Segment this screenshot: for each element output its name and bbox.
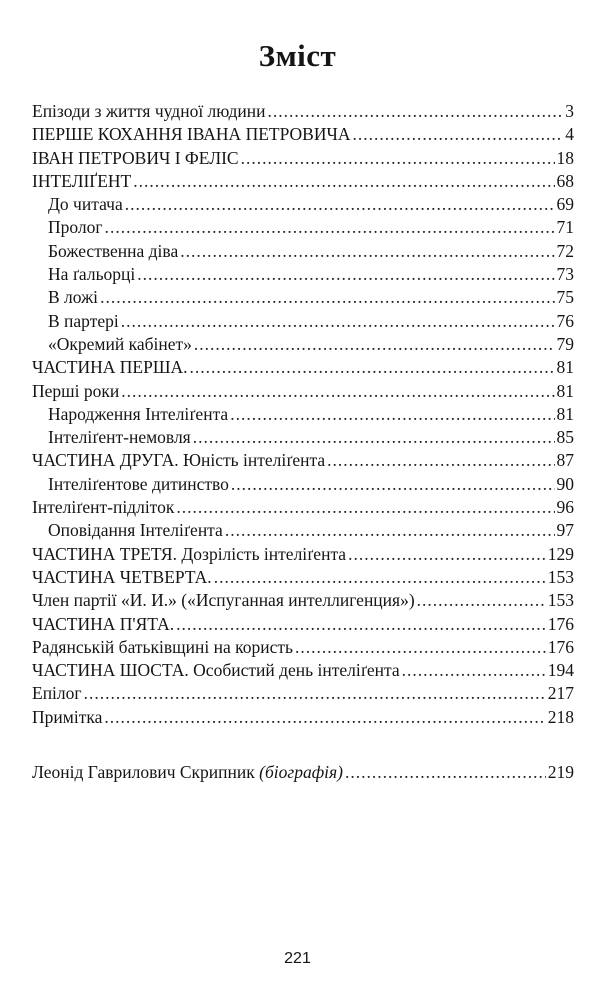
toc-entry[interactable]	[32, 496, 574, 519]
toc-entry-page: 176	[547, 613, 574, 634]
toc-entry[interactable]	[32, 543, 574, 566]
toc-entry-page: 153	[547, 590, 574, 611]
toc-entry-title: Оповідання Інтеліґента	[48, 520, 223, 541]
toc-entry-page: 219	[547, 762, 574, 783]
toc-dot-leader	[214, 566, 546, 589]
toc-entry-title-main: Леонід Гаврилович Скрипник	[32, 762, 260, 783]
toc-dot-leader	[345, 761, 546, 784]
toc-entry-title: ЧАСТИНА ШОСТА. Особистий день інтеліґента	[32, 660, 400, 681]
toc-entry-title: Інтеліґент-немовля	[48, 427, 191, 448]
toc-entry[interactable]	[32, 682, 574, 705]
toc-entry-page: 129	[547, 543, 574, 564]
toc-dot-leader	[194, 333, 555, 356]
toc-dot-leader	[231, 473, 555, 496]
toc-entry-page: 194	[547, 660, 574, 681]
toc-entry-title: Епілог	[32, 683, 82, 704]
toc-dot-leader	[180, 240, 554, 263]
toc-dot-leader	[105, 216, 555, 239]
toc-dot-leader	[193, 426, 555, 449]
toc-entry-title: ЧАСТИНА ДРУГА. Юність інтеліґента	[32, 450, 326, 471]
toc-dot-leader	[137, 263, 554, 286]
toc-entry-page: 97	[556, 520, 574, 541]
toc-dot-leader	[133, 170, 554, 193]
toc-entry-page: 72	[556, 240, 574, 261]
toc-entry-biography[interactable]	[32, 761, 574, 784]
toc-entry-title	[32, 761, 343, 784]
page-title: Зміст	[258, 38, 337, 73]
toc-dot-leader	[176, 613, 546, 636]
toc-entry-title: В ложі	[48, 287, 99, 308]
toc-dot-leader	[353, 123, 564, 146]
toc-entry-title: До читача	[48, 194, 123, 215]
toc-entry[interactable]	[32, 216, 574, 239]
toc-entry-title: Божественна діва	[48, 240, 179, 261]
toc-entry[interactable]	[32, 193, 574, 216]
toc-dot-leader	[104, 706, 545, 729]
toc-entry-page: 18	[556, 147, 574, 168]
toc-entry-page: 4	[565, 124, 574, 145]
toc-entry[interactable]	[32, 589, 574, 612]
toc-entry-title: На ґальорці	[48, 264, 136, 285]
toc-entry[interactable]	[32, 286, 574, 309]
toc-entry[interactable]	[32, 263, 574, 286]
toc-entry-page: 79	[556, 333, 574, 354]
toc-entry-page: 218	[547, 706, 574, 727]
toc-entry-title: ІНТЕЛІҐЕНТ	[32, 170, 132, 191]
toc-entry-title: Пролог	[48, 217, 103, 238]
toc-entry[interactable]	[32, 426, 574, 449]
toc-entry-title: ІВАН ПЕТРОВИЧ І ФЕЛІС	[32, 147, 239, 168]
toc-dot-leader	[121, 380, 554, 403]
toc-entry[interactable]	[32, 659, 574, 682]
toc-entry-page: 90	[556, 473, 574, 494]
toc-entry-page: 71	[556, 217, 574, 238]
toc-entry[interactable]	[32, 613, 574, 636]
toc-entry[interactable]	[32, 333, 574, 356]
toc-dot-leader	[84, 682, 546, 705]
toc-entry[interactable]	[32, 636, 574, 659]
toc-dot-leader	[348, 543, 546, 566]
toc-dot-leader	[121, 310, 555, 333]
toc-entry[interactable]	[32, 123, 574, 146]
toc-entry-page: 81	[556, 380, 574, 401]
toc-entry-page: 153	[547, 566, 574, 587]
toc-entry-page: 69	[556, 194, 574, 215]
toc-entry-page: 87	[556, 450, 574, 471]
toc-entry-title: ЧАСТИНА ЧЕТВЕРТА.	[32, 566, 212, 587]
toc-dot-leader	[100, 286, 554, 309]
toc-entry-page: 217	[547, 683, 574, 704]
toc-entry-page: 75	[556, 287, 574, 308]
toc-entry-page: 3	[565, 101, 574, 121]
toc-entry[interactable]	[32, 147, 574, 170]
toc-list	[32, 100, 574, 729]
toc-entry-page: 85	[556, 427, 574, 448]
toc-entry[interactable]	[32, 449, 574, 472]
toc-entry-title: Епізоди з життя чудної людини	[32, 101, 266, 121]
toc-entry-page: 76	[556, 310, 574, 331]
toc-entry[interactable]	[32, 240, 574, 263]
toc-entry-title: ЧАСТИНА ТРЕТЯ. Дозрілість інтеліґента	[32, 543, 347, 564]
toc-dot-leader	[295, 636, 546, 659]
toc-entry[interactable]	[32, 566, 574, 589]
toc-entry-title: ЧАСТИНА ПЕРША.	[32, 357, 188, 378]
toc-entry-title: В партері	[48, 310, 119, 331]
toc-entry[interactable]	[32, 356, 574, 379]
toc-entry[interactable]	[32, 310, 574, 333]
toc-entry[interactable]	[32, 170, 574, 193]
toc-entry-title: Інтеліґентове дитинство	[48, 473, 229, 494]
toc-entry-page: 73	[556, 264, 574, 285]
toc-entry[interactable]	[32, 380, 574, 403]
toc-dot-leader	[225, 519, 555, 542]
toc-entry[interactable]	[32, 100, 574, 123]
toc-entry-title: Інтеліґент-підліток	[32, 497, 175, 518]
toc-dot-leader	[190, 356, 555, 379]
toc-entry-title: Примітка	[32, 706, 103, 727]
toc-dot-leader	[267, 100, 563, 123]
toc-entry-title: «Окремий кабінет»	[48, 333, 192, 354]
toc-entry-title: Народження Інтеліґента	[48, 403, 229, 424]
toc-entry-title-italic: (біографія)	[259, 762, 343, 783]
toc-entry-title: Радянській батьківщині на користь	[32, 636, 293, 657]
toc-entry[interactable]	[32, 706, 574, 729]
toc-dot-leader	[417, 589, 546, 612]
toc-dot-leader	[230, 403, 554, 426]
toc-entry[interactable]	[32, 519, 574, 542]
toc-entry-title: Член партії «И. И.» («Испуганная интеллигенция»)	[32, 590, 415, 611]
toc-dot-leader	[176, 496, 554, 519]
table-of-contents	[32, 100, 574, 784]
toc-entry[interactable]	[32, 403, 574, 426]
toc-dot-leader	[125, 193, 555, 216]
toc-entry-page: 176	[547, 636, 574, 657]
page-number: 221	[284, 950, 311, 967]
toc-entry-page: 81	[556, 403, 574, 424]
toc-dot-leader	[241, 147, 555, 170]
toc-dot-leader	[327, 449, 554, 472]
toc-entry-page: 96	[556, 497, 574, 518]
toc-entry[interactable]	[32, 473, 574, 496]
toc-entry-page: 81	[556, 357, 574, 378]
toc-dot-leader	[402, 659, 546, 682]
toc-entry-page: 68	[556, 170, 574, 191]
toc-entry-title: Перші роки	[32, 380, 120, 401]
toc-entry-title: ПЕРШЕ КОХАННЯ ІВАНА ПЕТРОВИЧА	[32, 124, 351, 145]
toc-entry-title: ЧАСТИНА П'ЯТА.	[32, 613, 175, 634]
